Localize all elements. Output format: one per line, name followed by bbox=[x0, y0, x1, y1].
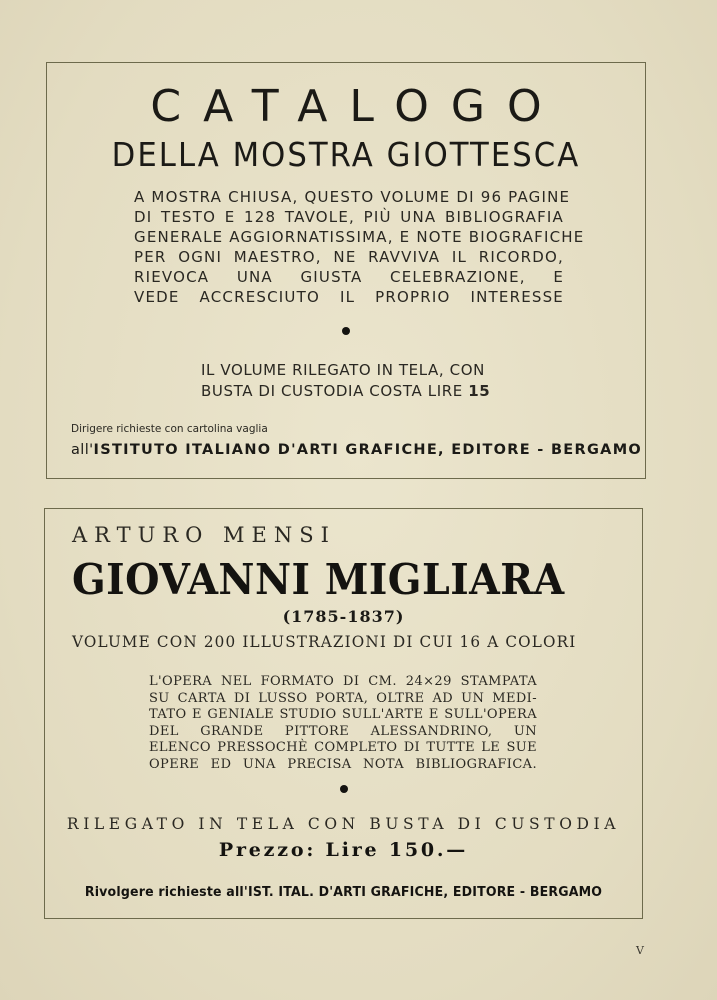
description-line: OPERE ED UNA PRECISA NOTA BIBLIOGRAFICA. bbox=[149, 756, 537, 772]
book-description bbox=[149, 674, 537, 773]
description-line: L'OPERA NEL FORMATO DI CM. 24×29 STAMPATA bbox=[149, 674, 537, 689]
price-line bbox=[201, 381, 490, 402]
binding-info: RILEGATO IN TELA CON BUSTA DI CUSTODIA bbox=[66, 815, 621, 833]
bullet-separator-icon bbox=[342, 327, 350, 335]
price-line: IL VOLUME RILEGATO IN TELA, CON bbox=[201, 361, 485, 379]
description-line: GENERALE AGGIORNATISSIMA, E NOTE BIOGRAFICHE bbox=[134, 228, 585, 246]
description-line: DEL GRANDE PITTORE ALESSANDRINO, UN bbox=[149, 723, 537, 739]
page-number: V bbox=[636, 944, 644, 957]
description-line: SU CARTA DI LUSSO PORTA, OLTRE AD UN MEDI- bbox=[149, 690, 537, 706]
catalog-description bbox=[134, 187, 585, 307]
description-line: DI TESTO E 128 TAVOLE, PIÙ UNA BIBLIOGRAFIA bbox=[134, 208, 564, 226]
book-title: GIOVANNI MIGLIARA bbox=[72, 555, 565, 604]
book-author: ARTURO MENSI bbox=[72, 523, 336, 547]
description-line: A MOSTRA CHIUSA, QUESTO VOLUME DI 96 PAGINE bbox=[134, 188, 571, 206]
book-dates: (1785-1837) bbox=[282, 607, 405, 626]
description-line: RIEVOCA UNA GIUSTA CELEBRAZIONE, E bbox=[134, 268, 564, 286]
price-amount: 15 bbox=[468, 382, 491, 400]
publisher-prefix: all' bbox=[71, 442, 94, 458]
description-line: VEDE ACCRESCIUTO IL PROPRIO INTERESSE bbox=[134, 288, 564, 306]
publisher-name: IST. ITAL. D'ARTI GRAFICHE, EDITORE - BERGAMO bbox=[247, 884, 603, 900]
catalog-price bbox=[201, 360, 490, 402]
order-note: Dirigere richieste con cartolina vaglia bbox=[71, 423, 268, 435]
description-line: ELENCO PRESSOCHÈ COMPLETO DI TUTTE LE SUE bbox=[149, 740, 537, 755]
book-advertisement bbox=[44, 508, 643, 919]
catalog-advertisement bbox=[46, 62, 646, 479]
description-line: TATO E GENIALE STUDIO SULL'ARTE E SULL'OPERA bbox=[149, 707, 537, 722]
price-text: BUSTA DI CUSTODIA COSTA LIRE bbox=[201, 382, 469, 400]
order-line bbox=[66, 884, 621, 900]
order-prefix: Rivolgere richieste all' bbox=[84, 884, 248, 900]
volume-info: VOLUME CON 200 ILLUSTRAZIONI DI CUI 16 A COLORI bbox=[72, 633, 577, 651]
publisher-line bbox=[71, 442, 642, 458]
publisher-name: ISTITUTO ITALIANO D'ARTI GRAFICHE, EDITORE - BERGAMO bbox=[93, 442, 643, 458]
description-line: PER OGNI MAESTRO, NE RAVVIVA IL RICORDO, bbox=[134, 248, 564, 266]
book-price: Prezzo: Lire 150.— bbox=[218, 839, 469, 861]
catalog-subtitle: DELLA MOSTRA GIOTTESCA bbox=[111, 135, 581, 174]
bullet-separator-icon bbox=[340, 785, 348, 793]
catalog-title: CATALOGO bbox=[150, 81, 564, 132]
